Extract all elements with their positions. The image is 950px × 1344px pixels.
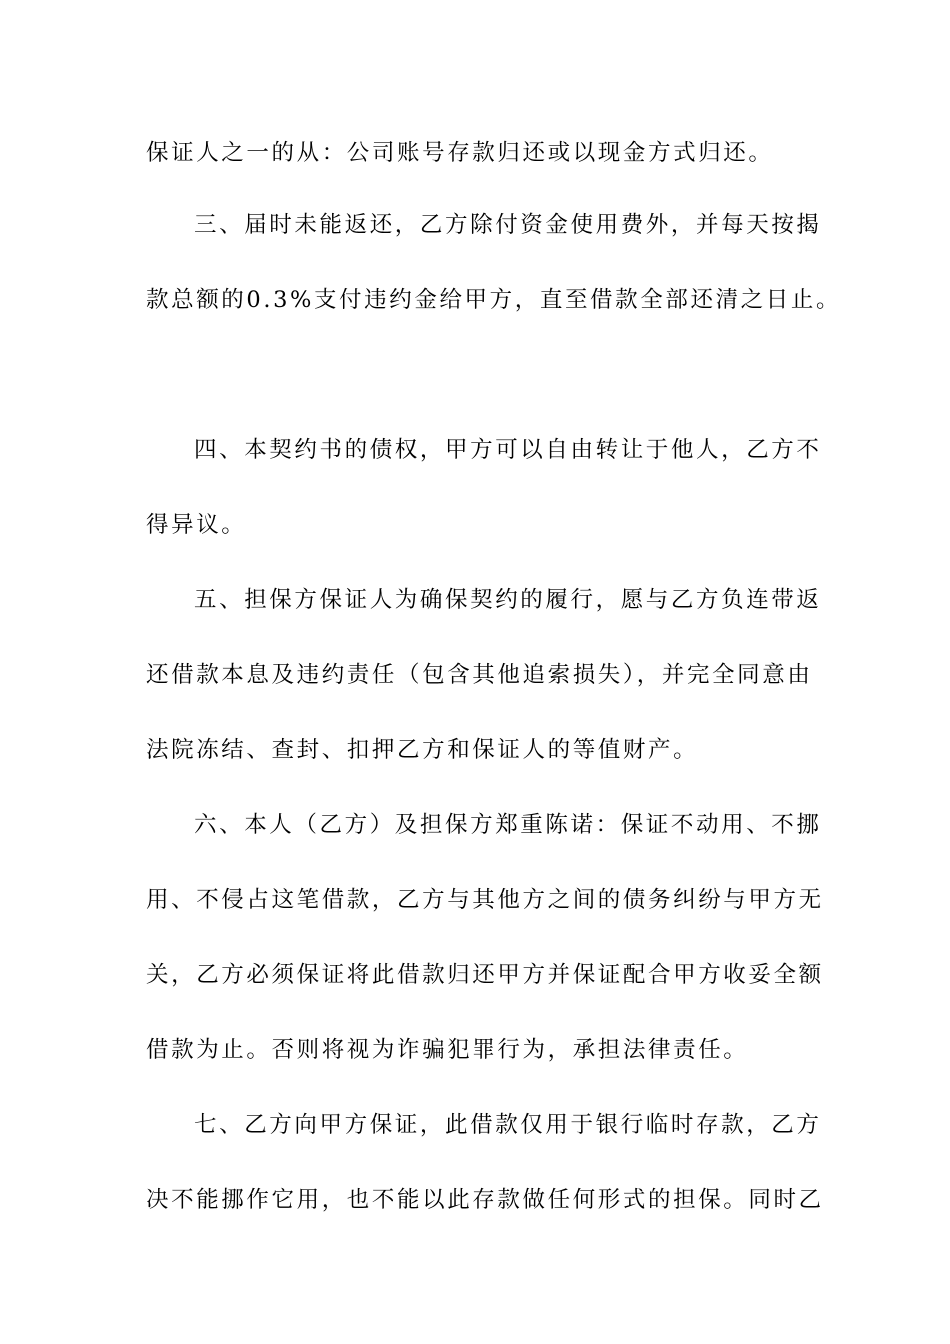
clause-5-line: 法院冻结、查封、扣押乙方和保证人的等值财产。 [146,737,699,763]
clause-7-line: 决不能挪作它用，也不能以此存款做任何形式的担保。同时乙 [146,1187,824,1213]
clause-4-line: 四、本契约书的债权，甲方可以自由转让于他人，乙方不 [194,437,822,463]
clause-3-line: 三、届时未能返还，乙方除付资金使用费外，并每天按揭 [194,212,822,238]
clause-6-line: 关，乙方必须保证将此借款归还甲方并保证配合甲方收妥全额 [146,962,824,988]
clause-6-line: 借款为止。否则将视为诈骗犯罪行为，承担法律责任。 [146,1037,749,1063]
clause-4-line: 得异议。 [146,512,247,538]
clause-7-line: 七、乙方向甲方保证，此借款仅用于银行临时存款，乙方 [194,1112,822,1138]
clause-3-line: 款总额的0.3%支付违约金给甲方，直至借款全部还清之日止。 [146,287,842,313]
clause-6-line: 用、不侵占这笔借款，乙方与其他方之间的债务纠纷与甲方无 [146,887,824,913]
clause-6-line: 六、本人（乙方）及担保方郑重陈诺：保证不动用、不挪 [194,812,822,838]
paragraph-line: 保证人之一的从：公司账号存款归还或以现金方式归还。 [146,140,774,166]
clause-5-line: 还借款本息及违约责任（包含其他追索损失），并完全同意由 [146,662,813,688]
clause-5-line: 五、担保方保证人为确保契约的履行，愿与乙方负连带返 [194,587,822,613]
